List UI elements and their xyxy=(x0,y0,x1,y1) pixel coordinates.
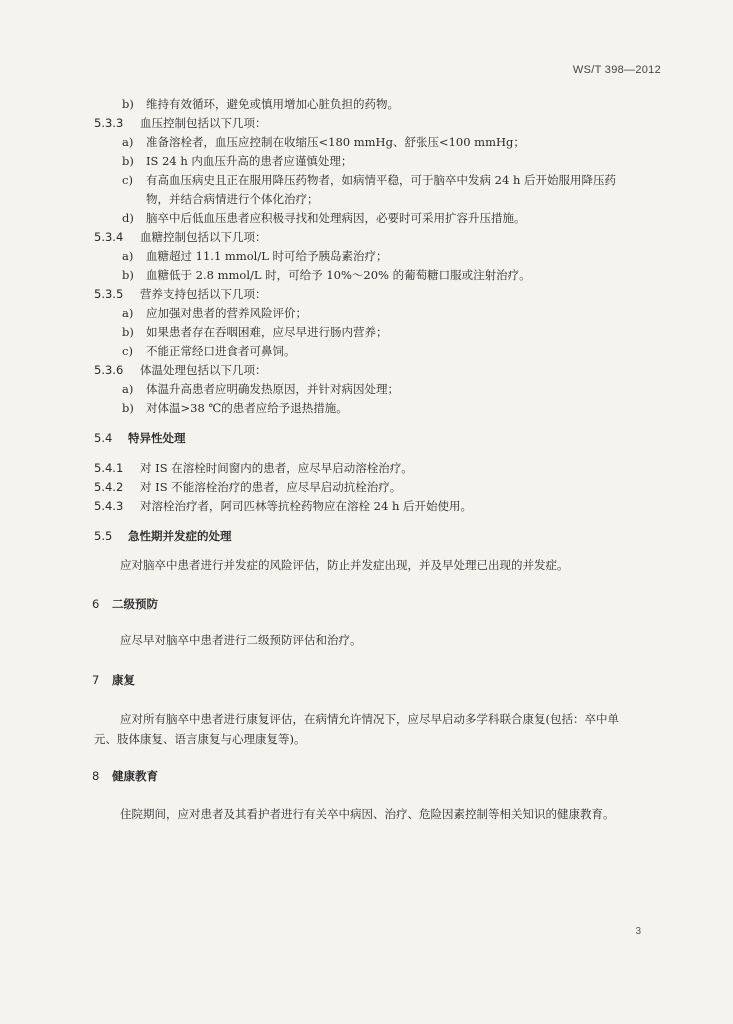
list-item-letter: c) xyxy=(122,173,133,187)
heading-title: 急性期并发症的处理 xyxy=(128,529,232,543)
section-number: 5.3.3 xyxy=(94,116,124,130)
subsection-text: 对 IS 不能溶栓治疗的患者，应尽早启动抗栓治疗。 xyxy=(140,480,402,494)
page-number: 3 xyxy=(635,926,641,937)
heading-number: 5.4 xyxy=(94,431,113,445)
list-item-letter: d) xyxy=(122,211,134,225)
list-item-letter: b) xyxy=(122,268,134,282)
list-item-text: 如果患者存在吞咽困难，应尽早进行肠内营养； xyxy=(146,325,388,339)
list-item-text: 对体温>38 ℃的患者应给予退热措施。 xyxy=(146,401,348,415)
heading-number: 5.5 xyxy=(94,529,113,543)
paragraph: 应对脑卒中患者进行并发症的风险评估，防止并发症出现，并及早处理已出现的并发症。 xyxy=(120,558,569,572)
list-item-letter: a) xyxy=(122,382,134,396)
standard-code: WS/T 398—2012 xyxy=(572,64,661,76)
paragraph: 应对所有脑卒中患者进行康复评估，在病情允许情况下，应尽早启动多学科联合康复(包括：卒中单 xyxy=(120,712,619,726)
subsection-text: 对溶栓治疗者，阿司匹林等抗栓药物应在溶栓 24 h 后开始使用。 xyxy=(140,499,473,513)
chapter-title: 二级预防 xyxy=(112,597,158,611)
paragraph: 应尽早对脑卒中患者进行二级预防评估和治疗。 xyxy=(120,633,362,647)
subsection-number: 5.4.1 xyxy=(94,461,124,475)
list-item-text: 有高血压病史且正在服用降压药物者，如病情平稳，可于脑卒中发病 24 h 后开始服用降压药 xyxy=(146,173,617,187)
list-item-text: 维持有效循环，避免或慎用增加心脏负担的药物。 xyxy=(146,97,399,111)
section-number: 5.3.5 xyxy=(94,287,124,301)
list-item-letter: a) xyxy=(122,135,134,149)
list-item-letter: b) xyxy=(122,97,134,111)
section-title: 体温处理包括以下几项： xyxy=(140,363,267,377)
subsection-text: 对 IS 在溶栓时间窗内的患者，应尽早启动溶栓治疗。 xyxy=(140,461,413,475)
subsection-number: 5.4.2 xyxy=(94,480,124,494)
chapter-number: 7 xyxy=(92,673,100,687)
chapter-title: 康复 xyxy=(112,673,135,687)
section-number: 5.3.4 xyxy=(94,230,124,244)
subsection-number: 5.4.3 xyxy=(94,499,124,513)
list-item-text: 脑卒中后低血压患者应积极寻找和处理病因，必要时可采用扩容升压措施。 xyxy=(146,211,526,225)
list-item-letter: a) xyxy=(122,306,134,320)
list-item-letter: b) xyxy=(122,154,134,168)
list-item-text: 准备溶栓者，血压应控制在收缩压<180 mmHg、舒张压<100 mmHg； xyxy=(146,135,525,149)
list-item-continuation: 物，并结合病情进行个体化治疗； xyxy=(146,192,319,206)
list-item-text: IS 24 h 内血压升高的患者应谨慎处理； xyxy=(146,154,353,168)
paragraph: 住院期间，应对患者及其看护者进行有关卒中病因、治疗、危险因素控制等相关知识的健康教育。 xyxy=(120,807,615,821)
section-title: 血糖控制包括以下几项： xyxy=(140,230,267,244)
list-item-text: 应加强对患者的营养风险评价； xyxy=(146,306,307,320)
list-item-text: 血糖低于 2.8 mmol/L 时，可给予 10%～20% 的葡萄糖口服或注射治疗。 xyxy=(146,268,531,282)
list-item-letter: a) xyxy=(122,249,134,263)
list-item-letter: b) xyxy=(122,401,134,415)
chapter-number: 8 xyxy=(92,769,100,783)
section-number: 5.3.6 xyxy=(94,363,124,377)
list-item-text: 不能正常经口进食者可鼻饲。 xyxy=(146,344,296,358)
list-item-letter: b) xyxy=(122,325,134,339)
list-item-text: 血糖超过 11.1 mmol/L 时可给予胰岛素治疗； xyxy=(146,249,388,263)
list-item-letter: c) xyxy=(122,344,133,358)
section-title: 血压控制包括以下几项： xyxy=(140,116,267,130)
chapter-title: 健康教育 xyxy=(112,769,158,783)
list-item-text: 体温升高患者应明确发热原因，并针对病因处理； xyxy=(146,382,399,396)
heading-title: 特异性处理 xyxy=(128,431,186,445)
chapter-number: 6 xyxy=(92,597,100,611)
section-title: 营养支持包括以下几项： xyxy=(140,287,267,301)
paragraph-continuation: 元、肢体康复、语言康复与心理康复等)。 xyxy=(94,732,306,746)
